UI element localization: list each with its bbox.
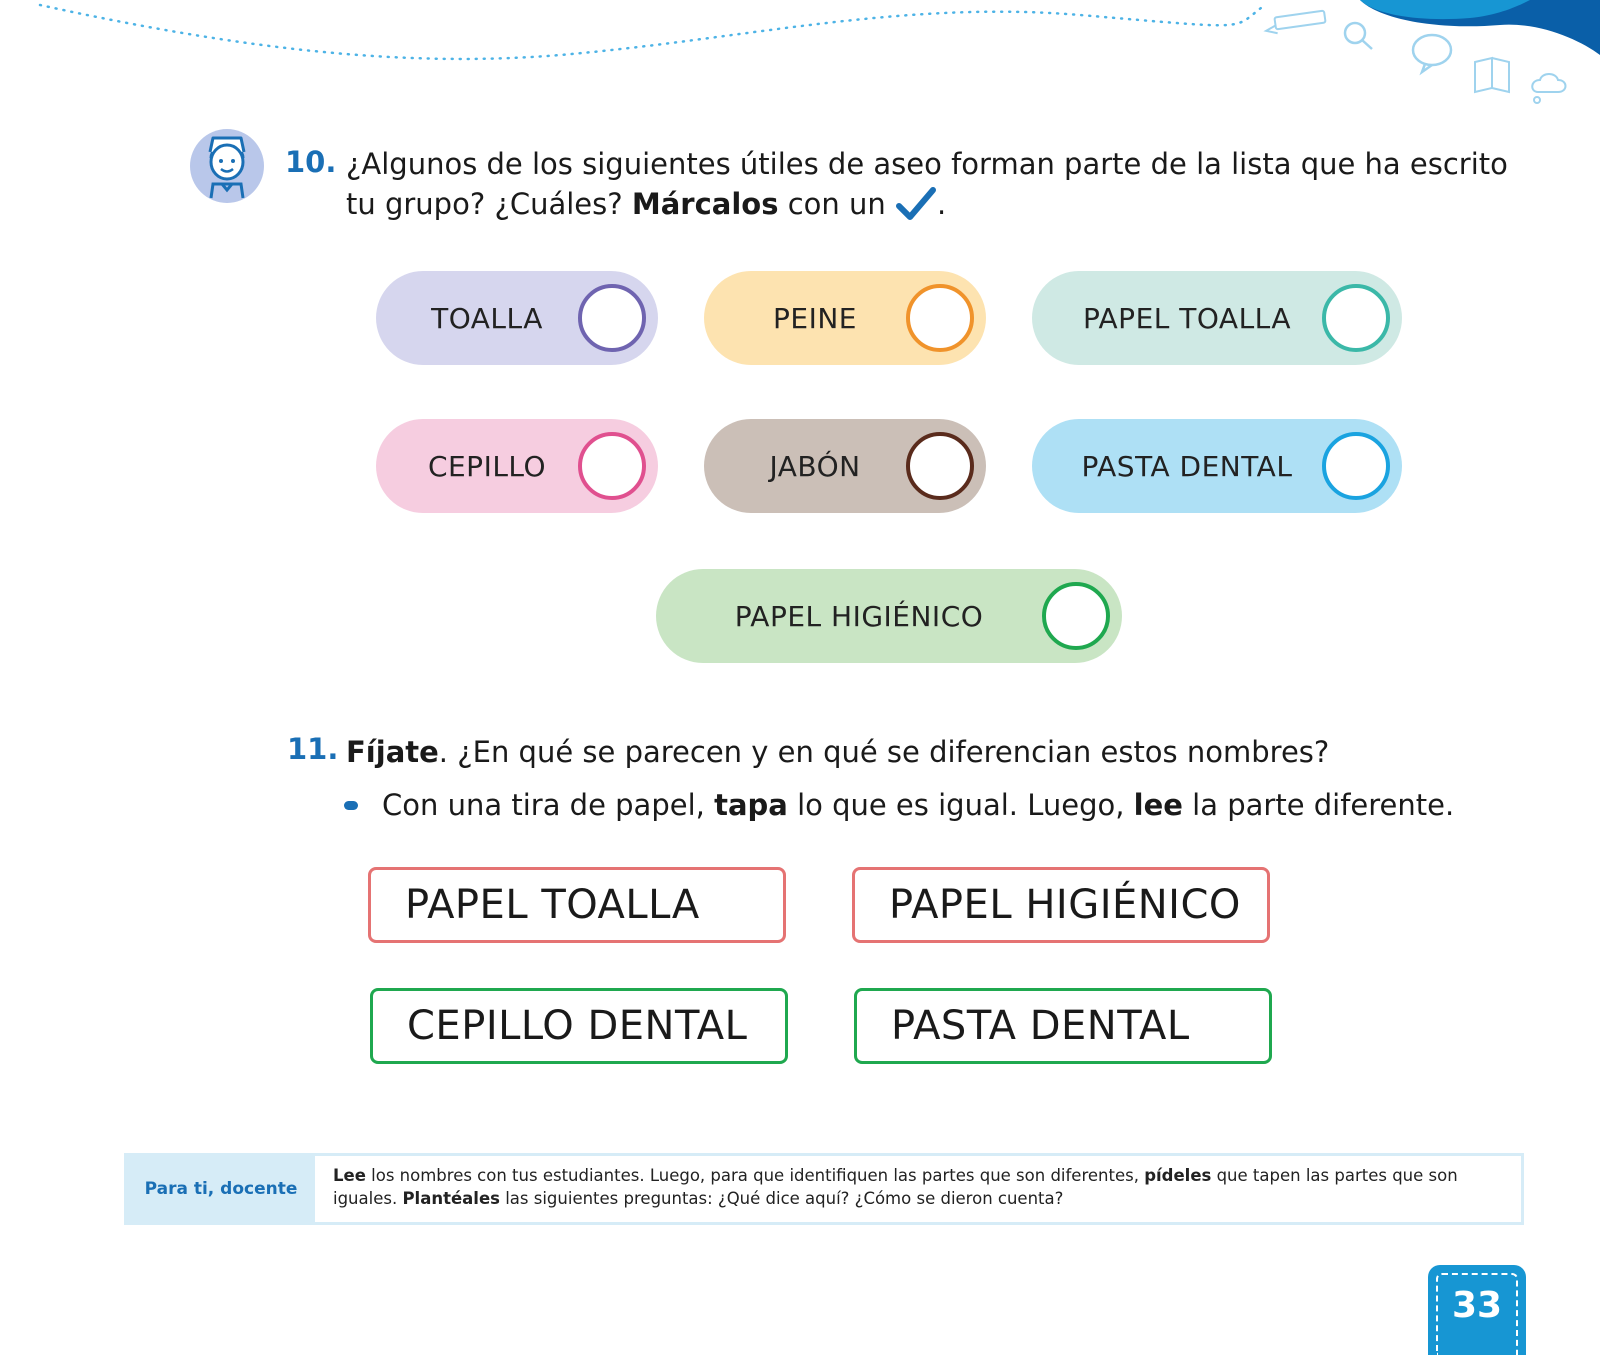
checkbox-circle[interactable] [906, 284, 974, 352]
option-papel-toalla[interactable] [1032, 271, 1402, 365]
question-10-line-1: ¿Algunos de los siguientes útiles de aseo forman parte de la lista que ha escrito [346, 147, 1508, 181]
thought-cloud-icon [1532, 74, 1565, 103]
note-bold-2: pídeles [1144, 1166, 1212, 1185]
note-text-1: los nombres con tus estudiantes. Luego, para que identifiquen las partes que son diferentes, [365, 1166, 1145, 1185]
note-bold-1: Lee [333, 1166, 366, 1185]
word-label: PASTA DENTAL [891, 1003, 1190, 1049]
teacher-note-label: Para ti, docente [127, 1156, 315, 1222]
question-11-rest: . ¿En qué se parecen y en qué se diferencian estos nombres? [438, 735, 1330, 769]
word-label: PAPEL TOALLA [405, 882, 700, 928]
word-box-pasta-dental [854, 988, 1272, 1064]
option-label: PASTA DENTAL [1081, 449, 1293, 483]
question-11-bold: Fíjate [346, 735, 439, 769]
teacher-note-text [315, 1156, 1521, 1222]
note-text-3: las siguientes preguntas: ¿Qué dice aquí? ¿Cómo se dieron cuenta? [499, 1189, 1064, 1208]
option-label: JABÓN [769, 449, 861, 483]
option-label: PEINE [773, 301, 857, 335]
checkbox-circle[interactable] [578, 284, 646, 352]
option-label: TOALLA [431, 301, 543, 335]
word-box-papel-toalla [368, 867, 786, 943]
bullet-part-2: lo que es igual. Luego, [797, 788, 1125, 822]
option-label: PAPEL TOALLA [1082, 301, 1292, 335]
book-icon [1475, 58, 1509, 92]
speech-bubble-icon [1413, 35, 1451, 72]
bullet-bold-2: lee [1133, 788, 1183, 822]
option-label: CEPILLO [427, 449, 547, 483]
word-box-papel-higienico [852, 867, 1270, 943]
word-box-cepillo-dental [370, 988, 788, 1064]
bullet-bold-1: tapa [714, 788, 788, 822]
question-10-instruction-bold: Márcalos [631, 187, 779, 221]
question-10-line-2-end: . [936, 187, 947, 221]
question-11-bullet [382, 785, 1532, 825]
option-peine[interactable] [704, 271, 986, 365]
checkbox-circle[interactable] [578, 432, 646, 500]
option-cepillo[interactable] [376, 419, 658, 513]
option-label: PAPEL HIGIÉNICO [734, 599, 984, 633]
bullet-part-3: la parte diferente. [1192, 788, 1455, 822]
bullet-part-1: Con una tira de papel, [382, 788, 705, 822]
note-text-2: que tapen las partes que son iguales. [333, 1166, 1458, 1208]
checkbox-circle[interactable] [1322, 432, 1390, 500]
question-10-text [346, 144, 1526, 224]
student-avatar-icon [189, 128, 265, 204]
question-10-line-2-start: tu grupo? ¿Cuáles? [346, 187, 623, 221]
question-10-number: 10. [285, 145, 337, 179]
top-decoration [0, 0, 1600, 120]
bullet-icon [344, 801, 358, 810]
checkbox-circle[interactable] [1322, 284, 1390, 352]
page-number: 33 [1436, 1273, 1518, 1355]
note-bold-3: Plantéales [402, 1189, 500, 1208]
question-11-number: 11. [287, 732, 339, 766]
checkmark-icon [895, 186, 937, 222]
magnifier-icon [1345, 23, 1372, 49]
option-pasta-dental[interactable] [1032, 419, 1402, 513]
checkbox-circle[interactable] [906, 432, 974, 500]
teacher-note [124, 1153, 1524, 1225]
word-label: CEPILLO DENTAL [407, 1003, 748, 1049]
option-jabon[interactable] [704, 419, 986, 513]
option-toalla[interactable] [376, 271, 658, 365]
page-number-tab [1428, 1265, 1526, 1355]
checkbox-circle[interactable] [1042, 582, 1110, 650]
pencil-icon [1266, 11, 1326, 35]
question-10-line-2-mid: con un [787, 187, 886, 221]
question-11-text [346, 732, 1526, 772]
word-label: PAPEL HIGIÉNICO [889, 882, 1241, 928]
option-papel-higienico[interactable] [656, 569, 1122, 663]
